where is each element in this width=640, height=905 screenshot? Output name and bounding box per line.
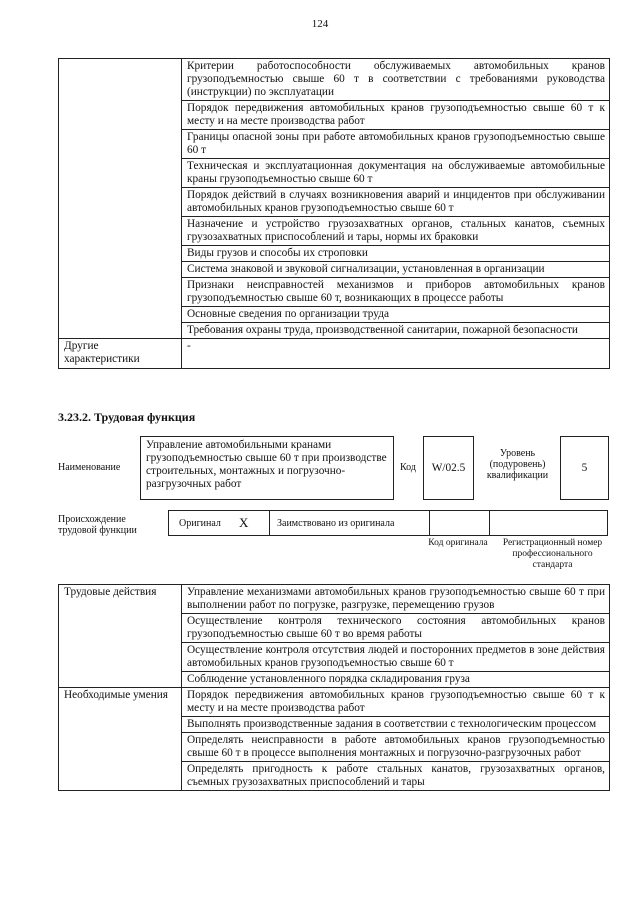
table-cell: Соблюдение установленного порядка складирования груза <box>182 672 610 688</box>
actions-label: Трудовые действия <box>59 585 182 688</box>
table-cell: Требования охраны труда, производственной санитарии, пожарной безопасности <box>182 323 610 339</box>
original-cell <box>169 511 270 535</box>
original-mark: X <box>239 515 249 530</box>
page-number: 124 <box>311 18 329 30</box>
table-cell: Порядок передвижения автомобильных кранов грузоподъемностью свыше 60 т к месту и на месте производства работ <box>182 101 610 130</box>
table-cell: Признаки неисправностей механизмов и приборов автомобильных кранов грузоподъемностью свыше 60 т, возникающих в процессе работы <box>182 278 610 307</box>
table-row <box>59 688 610 717</box>
table-cell: Границы опасной зоны при работе автомобильных кранов грузоподъемностью свыше 60 т <box>182 130 610 159</box>
level-value-box: 5 <box>560 436 609 500</box>
code-label: Код <box>400 462 416 473</box>
level-label: Уровень (подуровень) квалификации <box>486 448 549 481</box>
empty-label-cell <box>59 59 182 339</box>
table-row <box>59 339 610 369</box>
table-cell: Осуществление контроля технического состояния автомобильных кранов грузоподъемностью свыше 60 т во время работы <box>182 614 610 643</box>
other-characteristics-label: Другие характеристики <box>59 339 182 369</box>
table-cell: Осуществление контроля отсутствия людей и посторонних предметов в зоне действия автомобильных кранов грузоподъемностью свыше 60 т <box>182 643 610 672</box>
knowledge-table <box>58 58 610 369</box>
code-original-label: Код оригинала <box>428 538 488 548</box>
skills-label: Необходимые умения <box>59 688 182 791</box>
table-cell: Управление механизмами автомобильных кранов грузоподъемностью свыше 60 т при выполнении работ по погрузке, разгрузке, перемещению грузов <box>182 585 610 614</box>
table-cell: Определять пригодность к работе стальных канатов, грузозахватных органов, съемных грузозахватных приспособлений и тары <box>182 762 610 791</box>
borrowed-label: Заимствовано из оригинала <box>277 518 395 529</box>
actions-skills-table <box>58 584 610 791</box>
code-original-cell <box>429 511 490 535</box>
table-row <box>59 59 610 101</box>
reg-number-label: Регистрационный номер профессионального стандарта <box>502 538 603 570</box>
table-cell: Система знаковой и звуковой сигнализации, установленная в организации <box>182 262 610 278</box>
origin-label: Происхождение трудовой функции <box>58 514 137 536</box>
function-name-box: Управление автомобильными кранами грузоподъемностью свыше 60 т при производстве строительных, монтажных и погрузочно-разгрузочных работ <box>140 436 394 500</box>
table-cell: Основные сведения по организации труда <box>182 307 610 323</box>
table-cell: Назначение и устройство грузозахватных органов, стальных канатов, съемных грузозахватных приспособлений и тары, нормы их браковки <box>182 217 610 246</box>
table-cell: Виды грузов и способы их строповки <box>182 246 610 262</box>
section-title: 3.23.2. Трудовая функция <box>58 410 196 424</box>
name-label: Наименование <box>58 462 121 473</box>
table-cell: Порядок передвижения автомобильных кранов грузоподъемностью свыше 60 т к месту и на месте производства работ <box>182 688 610 717</box>
table-cell: Определять неисправности в работе автомобильных кранов грузоподъемностью свыше 60 т в процессе выполнения монтажных и погрузочно-разгрузочных работ <box>182 733 610 762</box>
table-cell: Выполнять производственные задания в соответствии с технологическим процессом <box>182 717 610 733</box>
table-row <box>59 585 610 614</box>
table-cell: Техническая и эксплуатационная документация на обслуживаемые автомобильные краны грузоподъемностью свыше 60 т <box>182 159 610 188</box>
code-value-box: W/02.5 <box>423 436 474 500</box>
original-label: Оригинал <box>179 518 221 529</box>
origin-row <box>168 510 608 536</box>
borrowed-cell <box>269 511 430 535</box>
other-characteristics-value: - <box>182 339 610 369</box>
table-cell: Порядок действий в случаях возникновения аварий и инцидентов при обслуживании автомобильных кранов грузоподъемностью свыше 60 т <box>182 188 610 217</box>
table-cell: Критерии работоспособности обслуживаемых автомобильных кранов грузоподъемностью свыше 60 т в соответствии с требованиями руководства (инструкции) по эксплуатации <box>182 59 610 101</box>
